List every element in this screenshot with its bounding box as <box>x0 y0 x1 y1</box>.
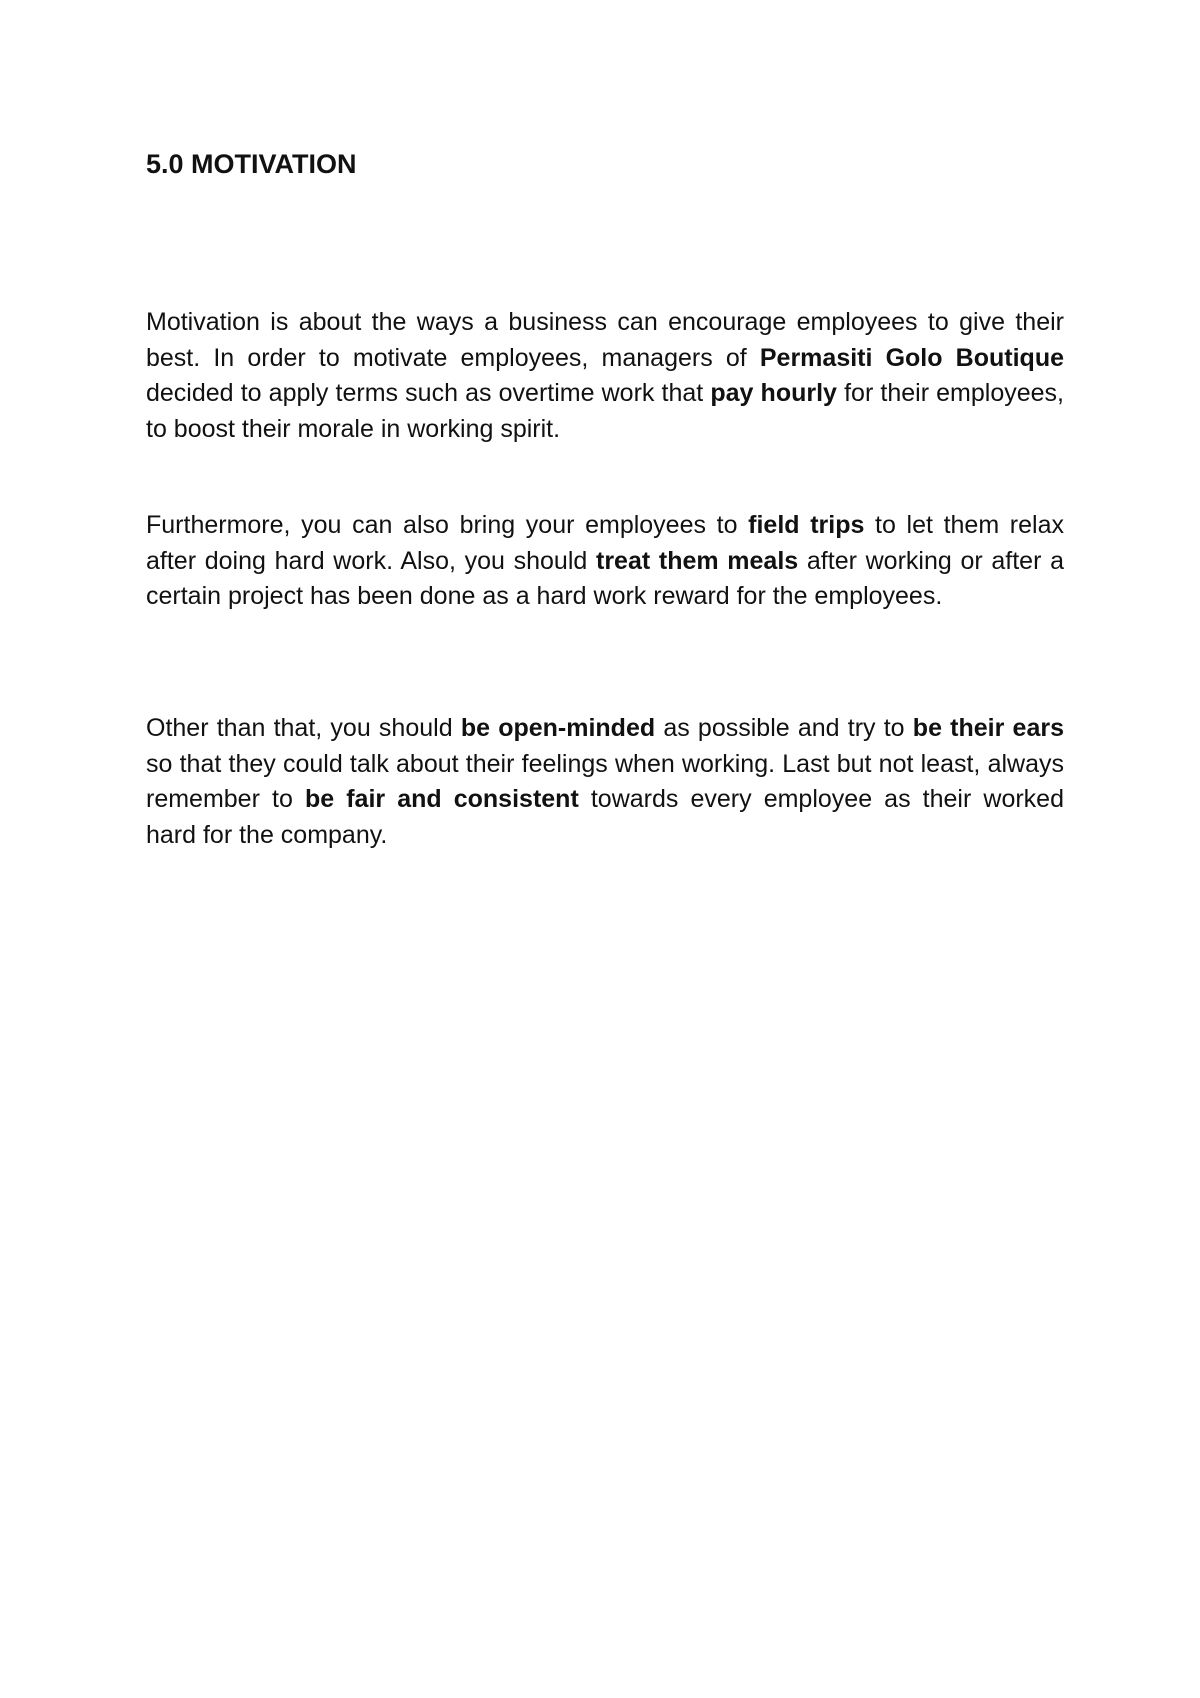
paragraph-text: decided to apply terms such as overtime work that <box>146 379 711 407</box>
paragraph-text: Motivation is about the ways a business can encourage employees to give their best. In order to motivate employees, managers of <box>146 308 1064 372</box>
paragraph-text: to let them relax after doing hard work. Also, you should <box>146 511 1064 575</box>
treat-meals-emphasis: treat them meals <box>596 546 799 575</box>
paragraph-open-minded <box>146 711 1064 853</box>
paragraph-text: for their employees, to boost their morale in working spirit. <box>146 379 1064 443</box>
paragraph-text: after working or after a certain project has been done as a hard work reward for the employees. <box>146 546 1064 610</box>
paragraph-text: towards every employee as their worked hard for the company. <box>146 785 1064 849</box>
section-heading: 5.0 MOTIVATION <box>146 149 357 179</box>
pay-hourly-emphasis: pay hourly <box>710 379 837 407</box>
field-trips-emphasis: field trips <box>748 511 865 539</box>
paragraph-field-trips <box>146 508 1064 615</box>
fair-consistent-emphasis: be fair and consistent <box>304 785 579 813</box>
paragraph-text: so that they could talk about their feelings when working. Last but not least, always remember to <box>146 749 1064 813</box>
company-name-emphasis: Permasiti Golo Boutique <box>759 343 1064 372</box>
open-minded-emphasis: be open-minded <box>460 714 656 742</box>
paragraph-text: Other than that, you should <box>146 714 461 742</box>
paragraph-motivation-intro <box>146 305 1064 447</box>
paragraph-text: as possible and try to <box>655 714 913 742</box>
their-ears-emphasis: be their ears <box>912 714 1064 742</box>
paragraph-text: Furthermore, you can also bring your employees to <box>146 511 749 539</box>
